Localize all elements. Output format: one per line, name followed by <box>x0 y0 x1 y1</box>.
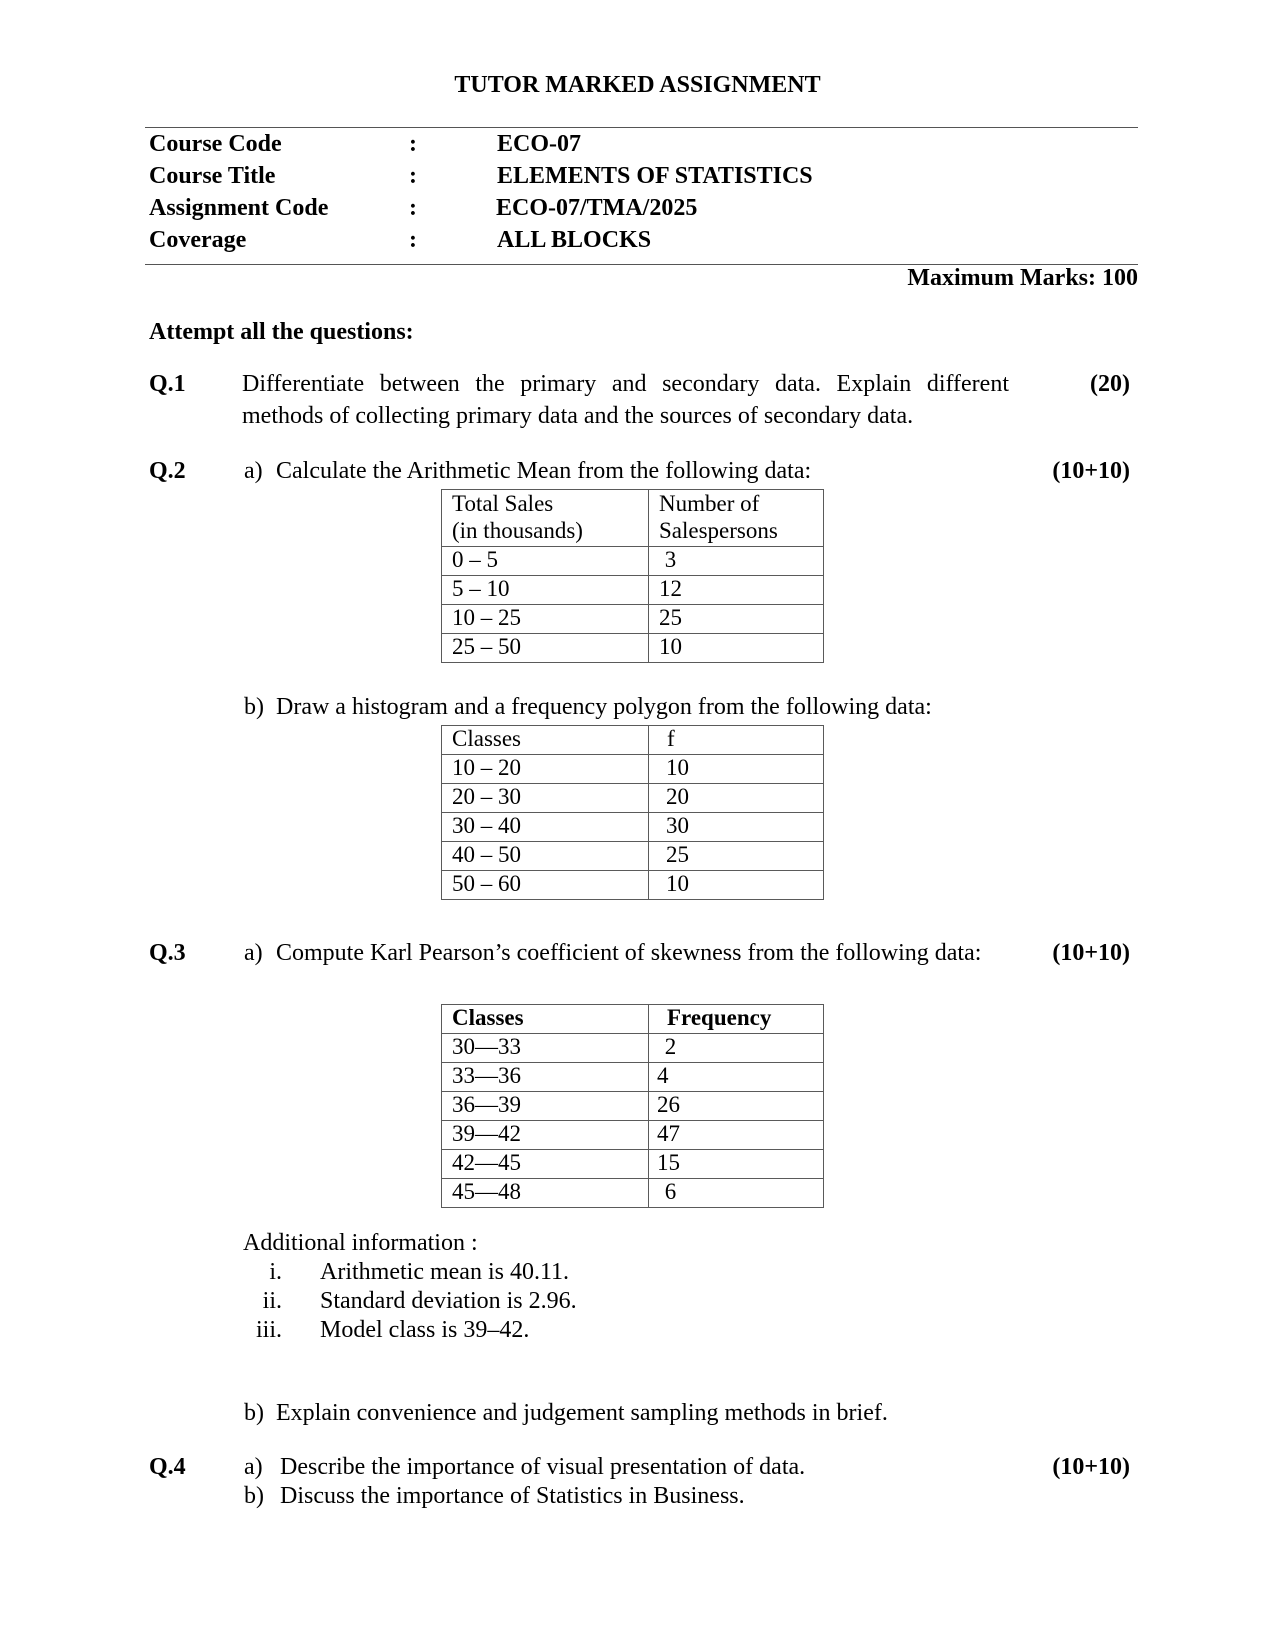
table-cell: 2 <box>649 1034 824 1063</box>
table-cell: 50 – 60 <box>442 871 649 900</box>
question-text-line: methods of collecting primary data and the sources of secondary data. <box>242 403 914 429</box>
list-number: ii. <box>262 1288 282 1314</box>
course-code-value: ECO-07 <box>497 131 581 157</box>
table-row <box>442 1121 824 1150</box>
table-header-row <box>442 726 824 755</box>
part-text: Discuss the importance of Statistics in Business. <box>280 1483 745 1509</box>
list-item: Standard deviation is 2.96. <box>320 1288 577 1314</box>
table-cell: 47 <box>649 1121 824 1150</box>
table-row <box>442 1150 824 1179</box>
list-item: Arithmetic mean is 40.11. <box>320 1259 570 1285</box>
table-cell: 10 <box>649 634 824 663</box>
part-label: b) <box>244 1400 264 1426</box>
table-cell: 25 <box>649 842 824 871</box>
table-cell: 42—45 <box>442 1150 649 1179</box>
table-cell: 20 <box>649 784 824 813</box>
table-cell: 10 <box>649 755 824 784</box>
table-row <box>442 1179 824 1208</box>
assignment-code-value: ECO-07/TMA/2025 <box>496 195 698 221</box>
document-title: TUTOR MARKED ASSIGNMENT <box>454 72 821 98</box>
table-cell: 5 – 10 <box>442 576 649 605</box>
table-cell: 10 <box>649 871 824 900</box>
coverage-value: ALL BLOCKS <box>497 227 652 253</box>
table-cell: 10 – 25 <box>442 605 649 634</box>
list-number: iii. <box>255 1317 282 1343</box>
table-cell: 30 <box>649 813 824 842</box>
table-row <box>442 605 824 634</box>
table-cell: 30—33 <box>442 1034 649 1063</box>
class-frequency-table <box>441 725 824 900</box>
part-label: a) <box>244 940 263 966</box>
table-row <box>442 813 824 842</box>
table-row <box>442 1092 824 1121</box>
table-cell: 40 – 50 <box>442 842 649 871</box>
question-number: Q.1 <box>149 371 186 397</box>
table-row <box>442 1034 824 1063</box>
part-text: Explain convenience and judgement sampling methods in brief. <box>276 1400 888 1426</box>
maximum-marks: Maximum Marks: 100 <box>907 265 1138 291</box>
table-row <box>442 1063 824 1092</box>
table-cell: 12 <box>649 576 824 605</box>
question-marks: (10+10) <box>1052 1454 1130 1480</box>
coverage-label: Coverage <box>149 227 247 253</box>
question-marks: (20) <box>1090 371 1130 397</box>
question-number: Q.4 <box>149 1454 186 1480</box>
course-title-sep: : <box>409 163 417 189</box>
table-cell: 26 <box>649 1092 824 1121</box>
table-cell: 25 <box>649 605 824 634</box>
instruction: Attempt all the questions: <box>149 319 414 345</box>
table-header-cell: Classes <box>442 1005 649 1034</box>
table-header-cell: Classes <box>442 726 649 755</box>
table-header-cell: Frequency <box>649 1005 824 1034</box>
assignment-code-label: Assignment Code <box>149 195 329 221</box>
list-number: i. <box>269 1259 282 1285</box>
header-top-rule <box>145 127 1138 128</box>
table-cell: 10 – 20 <box>442 755 649 784</box>
table-cell: 0 – 5 <box>442 547 649 576</box>
table-header-row <box>442 490 824 547</box>
table-header-cell: Total Sales (in thousands) <box>442 490 649 547</box>
table-cell: 15 <box>649 1150 824 1179</box>
table-row <box>442 634 824 663</box>
course-code-label: Course Code <box>149 131 282 157</box>
table-row <box>442 547 824 576</box>
part-label: a) <box>244 1454 263 1480</box>
sales-data-table <box>441 489 824 663</box>
coverage-sep: : <box>409 227 417 253</box>
table-cell: 30 – 40 <box>442 813 649 842</box>
table-cell: 3 <box>649 547 824 576</box>
table-cell: 6 <box>649 1179 824 1208</box>
table-cell: 33—36 <box>442 1063 649 1092</box>
skewness-data-table <box>441 1004 824 1208</box>
question-marks: (10+10) <box>1052 458 1130 484</box>
table-cell: 20 – 30 <box>442 784 649 813</box>
table-cell: 25 – 50 <box>442 634 649 663</box>
part-text: Describe the importance of visual presentation of data. <box>280 1454 806 1480</box>
part-text: Draw a histogram and a frequency polygon from the following data: <box>276 694 932 720</box>
question-marks: (10+10) <box>1052 940 1130 966</box>
table-header-cell: f <box>649 726 824 755</box>
course-title-value: ELEMENTS OF STATISTICS <box>497 163 813 189</box>
course-title-label: Course Title <box>149 163 276 189</box>
table-row <box>442 784 824 813</box>
course-code-sep: : <box>409 131 417 157</box>
table-header-cell: Number of Salespersons <box>649 490 824 547</box>
table-cell: 45—48 <box>442 1179 649 1208</box>
table-cell: 39—42 <box>442 1121 649 1150</box>
part-text: Calculate the Arithmetic Mean from the following data: <box>276 458 812 484</box>
table-row <box>442 755 824 784</box>
part-label: b) <box>244 1483 264 1509</box>
additional-info-title: Additional information : <box>243 1230 478 1256</box>
table-cell: 36—39 <box>442 1092 649 1121</box>
table-row <box>442 842 824 871</box>
question-number: Q.2 <box>149 458 186 484</box>
list-item: Model class is 39–42. <box>320 1317 530 1343</box>
question-text-line: Differentiate between the primary and secondary data. Explain different <box>242 371 1009 397</box>
table-header-row <box>442 1005 824 1034</box>
table-row <box>442 576 824 605</box>
assignment-code-sep: : <box>409 195 417 221</box>
table-row <box>442 871 824 900</box>
part-label: b) <box>244 694 264 720</box>
part-text: Compute Karl Pearson’s coefficient of skewness from the following data: <box>276 940 982 966</box>
question-number: Q.3 <box>149 940 186 966</box>
table-cell: 4 <box>649 1063 824 1092</box>
part-label: a) <box>244 458 263 484</box>
